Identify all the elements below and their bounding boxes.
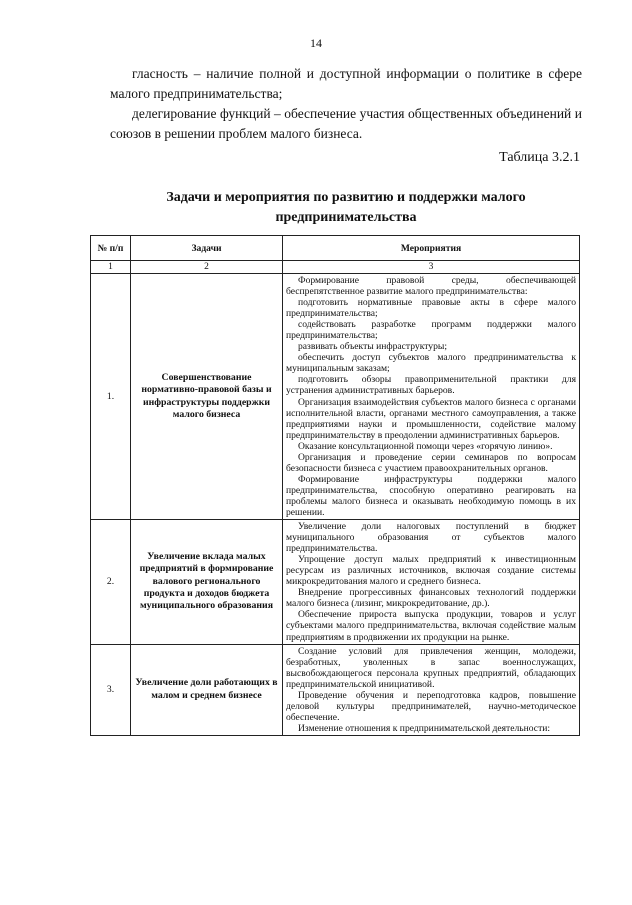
column-number-row bbox=[91, 261, 580, 274]
table-row bbox=[91, 644, 580, 735]
measure-item: Обеспечение прироста выпуска продукции, товаров и услуг субъектами малого предпринимательства, включая содействие малым предприятиям в продвижении их продукции на рынке. bbox=[286, 609, 576, 643]
header-measures: Мероприятия bbox=[283, 236, 580, 261]
intro-paragraph: делегирование функций – обеспечение участия общественных объединений и союзов в решении проблем малого бизнеса. bbox=[110, 106, 582, 141]
intro-paragraph: гласность – наличие полной и доступной информации о политике в сфере малого предпринимательства; bbox=[110, 66, 582, 101]
measure-item: Организация взаимодействия субъектов малого бизнеса с органами исполнительной власти, органами местного самоуправления, а также предприятиями науки и промышленности, содействие малому предпринимательству в преодолении административных барьеров. bbox=[286, 396, 576, 441]
measure-item: Проведение обучения и переподготовка кадров, повышение деловой культуры предпринимателей, научно-методическое обеспечение. bbox=[286, 689, 576, 723]
row-number: 3. bbox=[91, 644, 131, 735]
row-task: Совершенствование нормативно-правовой базы и инфраструктуры поддержки малого бизнеса bbox=[131, 274, 283, 520]
table-row bbox=[91, 520, 580, 645]
measure-item: содействовать разработке программ поддержки малого предпринимательства; bbox=[286, 319, 576, 342]
measure-item: развивать объекты инфраструктуры; bbox=[298, 341, 447, 353]
column-number: 3 bbox=[283, 261, 580, 274]
row-measures bbox=[283, 644, 580, 735]
measure-item: Увеличение доли налоговых поступлений в бюджет муниципального образования от субъектов малого предпринимательства. bbox=[286, 521, 576, 555]
row-measures bbox=[283, 274, 580, 520]
measure-item: подготовить обзоры правоприменительной практики для устранения административных барьеров. bbox=[286, 374, 576, 397]
measure-item: Внедрение прогрессивных финансовых технологий поддержки малого бизнеса (лизинг, микрокредитование, др.). bbox=[286, 587, 576, 610]
header-num: № п/п bbox=[91, 236, 131, 261]
measure-item: Упрощение доступ малых предприятий к инвестиционным ресурсам из различных источников, включая создание системы микрокредитования малого и среднего бизнеса. bbox=[286, 554, 576, 588]
column-number: 2 bbox=[131, 261, 283, 274]
measure-item: обеспечить доступ субъектов малого предпринимательства к муниципальным заказам; bbox=[286, 352, 576, 375]
row-task: Увеличение доли работающих в малом и среднем бизнесе bbox=[131, 644, 283, 735]
header-task: Задачи bbox=[131, 236, 283, 261]
table-header-row bbox=[91, 236, 580, 261]
row-number: 2. bbox=[91, 520, 131, 645]
table-caption: Таблица 3.2.1 bbox=[499, 150, 580, 165]
row-measures bbox=[283, 520, 580, 645]
table-row bbox=[91, 274, 580, 520]
intro-text bbox=[110, 64, 582, 144]
row-task: Увеличение вклада малых предприятий в формирование валового регионального продукта и доходов бюджета муниципального образования bbox=[131, 520, 283, 645]
measure-item: Создание условий для привлечения женщин, молодежи, безработных, уволенных в запас военнослужащих, высвобождающегося персонала крупных предприятий, обладающих предпринимательской инициативой. bbox=[286, 645, 576, 690]
tasks-table bbox=[90, 235, 580, 736]
measure-item: Формирование правовой среды, обеспечивающей беспрепятственное развитие малого предпринимательства: bbox=[286, 275, 576, 298]
measure-item: Оказание консультационной помощи через «горячую линию». bbox=[298, 440, 553, 452]
measure-item: Изменение отношения к предпринимательской деятельности: bbox=[298, 722, 551, 734]
row-number: 1. bbox=[91, 274, 131, 520]
table-title: Задачи и мероприятия по развитию и поддержки малого предпринимательства bbox=[166, 190, 526, 225]
measure-item: подготовить нормативные правовые акты в сфере малого предпринимательства; bbox=[286, 297, 576, 320]
measure-item: Формирование инфраструктуры поддержки малого предпринимательства, способную оперативно реагировать на проблемы малого бизнеса и оказывать необходимую помощь в их решении. bbox=[286, 473, 576, 518]
measure-item: Организация и проведение серии семинаров по вопросам безопасности бизнеса с участием правоохранительных органов. bbox=[286, 451, 576, 474]
column-number: 1 bbox=[91, 261, 131, 274]
page-number: 14 bbox=[310, 36, 322, 50]
